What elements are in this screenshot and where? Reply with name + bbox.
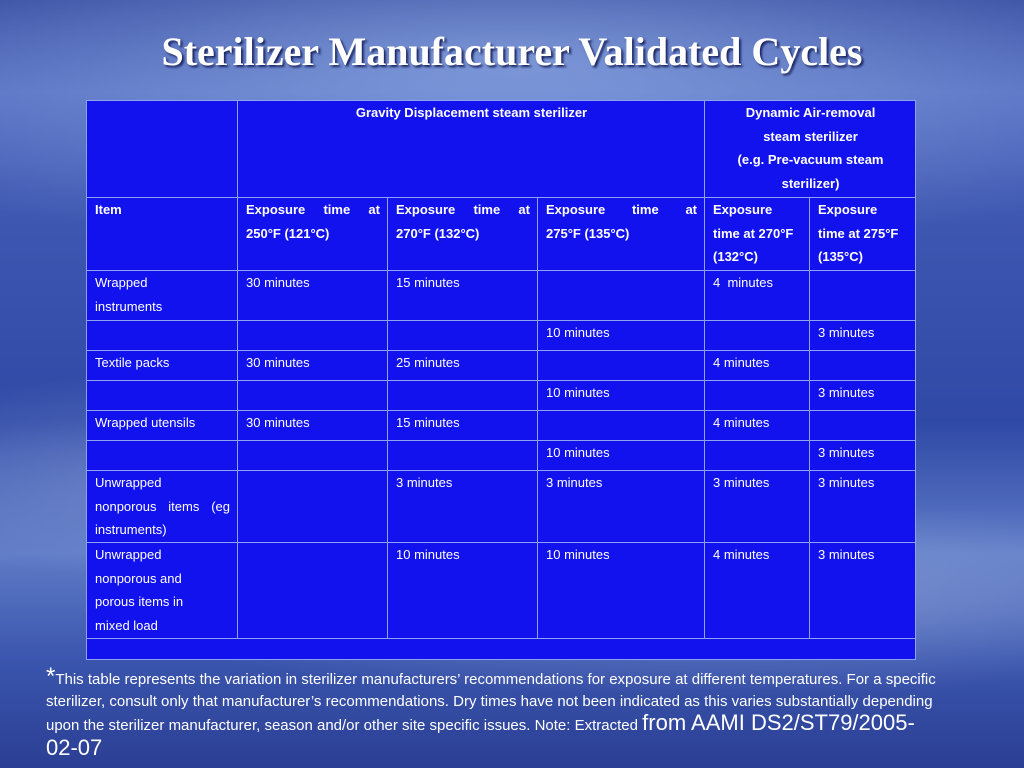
value-cell: [538, 351, 705, 381]
table-row: [87, 411, 916, 441]
value-cell: 4 minutes: [705, 411, 810, 441]
item-cell: Wrapped instruments: [87, 271, 238, 321]
table-row: [87, 543, 916, 639]
item-cell: [87, 321, 238, 351]
item-cell: Wrapped utensils: [87, 411, 238, 441]
col-275f-header: Exposure time at 275°F (135°C): [538, 198, 705, 271]
table-row: [87, 441, 916, 471]
value-cell: 3 minutes: [810, 543, 916, 639]
value-cell: [388, 441, 538, 471]
value-cell: [810, 271, 916, 321]
item-cell: Unwrapped nonporous and porous items in mixed load: [87, 543, 238, 639]
value-cell: [705, 381, 810, 411]
value-cell: 30 minutes: [238, 351, 388, 381]
table-row: [87, 381, 916, 411]
value-cell: [238, 441, 388, 471]
value-cell: 3 minutes: [388, 471, 538, 543]
value-cell: 3 minutes: [810, 471, 916, 543]
value-cell: [388, 321, 538, 351]
col-270f-header: Exposure time at 270°F (132°C): [388, 198, 538, 271]
footnote: [46, 663, 946, 761]
value-cell: [705, 441, 810, 471]
item-cell: Textile packs: [87, 351, 238, 381]
col-dyn-275f-header: Exposure time at 275°F (135°C): [810, 198, 916, 271]
value-cell: 15 minutes: [388, 411, 538, 441]
value-cell: 3 minutes: [810, 381, 916, 411]
value-cell: [238, 321, 388, 351]
value-cell: 10 minutes: [538, 321, 705, 351]
value-cell: 10 minutes: [388, 543, 538, 639]
value-cell: 4 minutes: [705, 543, 810, 639]
value-cell: 4 minutes: [705, 351, 810, 381]
value-cell: 15 minutes: [388, 271, 538, 321]
gravity-header: Gravity Displacement steam sterilizer: [238, 101, 705, 198]
empty-cell: [87, 639, 916, 660]
table-row: [87, 321, 916, 351]
value-cell: 10 minutes: [538, 381, 705, 411]
value-cell: 3 minutes: [538, 471, 705, 543]
value-cell: [388, 381, 538, 411]
table-row: [87, 471, 916, 543]
value-cell: 30 minutes: [238, 271, 388, 321]
table-row: [87, 351, 916, 381]
validated-cycles-table: [86, 100, 916, 660]
item-column-header: Item: [87, 198, 238, 271]
value-cell: 3 minutes: [810, 441, 916, 471]
value-cell: 10 minutes: [538, 543, 705, 639]
footnote-asterisk: *: [46, 663, 56, 690]
table-row: [87, 271, 916, 321]
item-cell: [87, 441, 238, 471]
table-header-row: [87, 101, 916, 198]
value-cell: [810, 411, 916, 441]
value-cell: [810, 351, 916, 381]
item-cell: [87, 381, 238, 411]
table-empty-row: [87, 639, 916, 660]
dynamic-header: Dynamic Air-removal steam sterilizer (e.g. Pre-vacuum steam sterilizer): [705, 101, 916, 198]
footnote-source: from AAMI DS2/ST79/2005-02-07: [46, 710, 915, 760]
footnote-text: This table represents the variation in sterilizer manufacturers’ recommendations for exposure at different temperatures. For a specific sterilizer, consult only that manufacturer’s recommendations. Dry times have not been indicated as this varies substantially depending upon the sterilizer manufacturer, season and/or other site specific issues. Note: Extracted: [46, 671, 936, 734]
col-250f-header: Exposure time at 250°F (121°C): [238, 198, 388, 271]
value-cell: 3 minutes: [705, 471, 810, 543]
value-cell: [238, 543, 388, 639]
table-subheader-row: [87, 198, 916, 271]
value-cell: [238, 381, 388, 411]
value-cell: [538, 271, 705, 321]
header-blank-cell: [87, 101, 238, 198]
value-cell: 10 minutes: [538, 441, 705, 471]
value-cell: 25 minutes: [388, 351, 538, 381]
item-cell: Unwrapped nonporous items (eg instruments): [87, 471, 238, 543]
col-dyn-270f-header: Exposure time at 270°F (132°C): [705, 198, 810, 271]
value-cell: [238, 471, 388, 543]
value-cell: 4 minutes: [705, 271, 810, 321]
value-cell: 3 minutes: [810, 321, 916, 351]
value-cell: [705, 321, 810, 351]
value-cell: [538, 411, 705, 441]
value-cell: 30 minutes: [238, 411, 388, 441]
slide-title: Sterilizer Manufacturer Validated Cycles: [161, 29, 863, 74]
